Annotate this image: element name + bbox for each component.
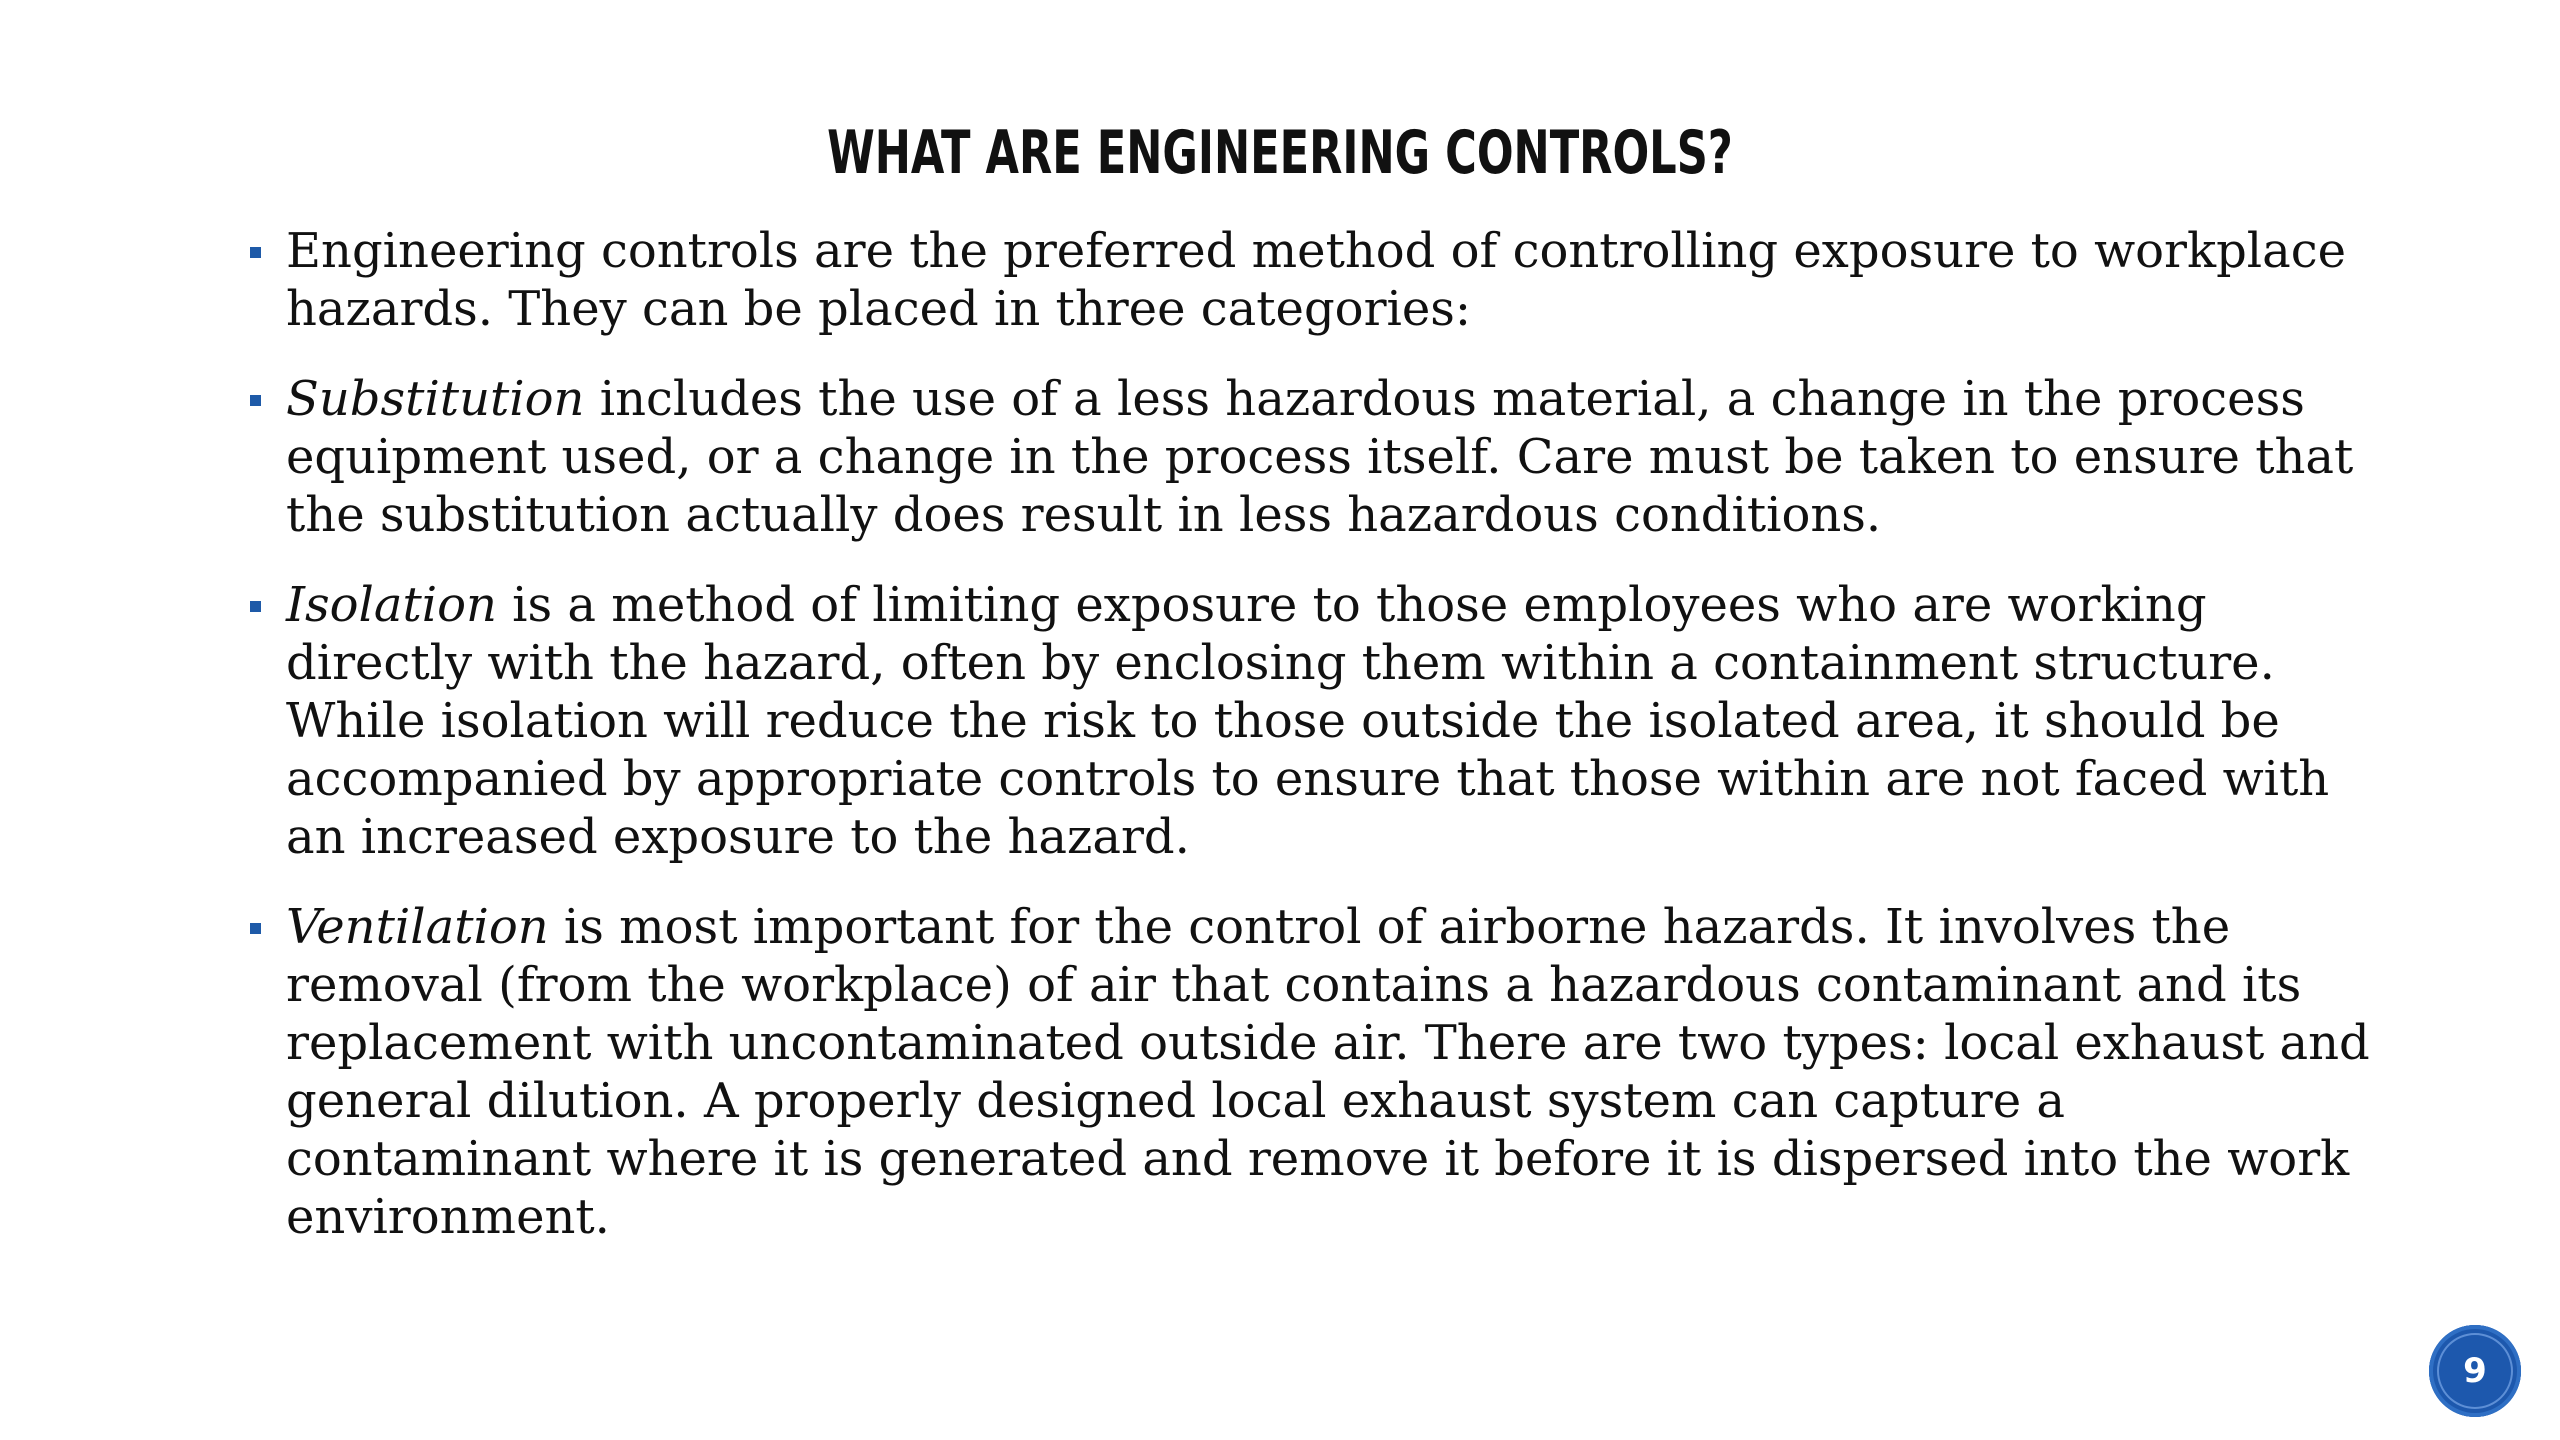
bullet-item: [240, 898, 2370, 1246]
bullet-text: is a method of limiting exposure to those employees who are working directly with the hazard, often by enclosing them within a containment structure. While isolation will reduce the risk to those outside the isolated area, it should be accompanied by appropriate controls to ensure that those within are not faced with an increased exposure to the hazard.: [286, 577, 2330, 865]
square-bullet-icon: [250, 601, 261, 612]
square-bullet-icon: [250, 247, 261, 258]
bullet-term: Substitution: [286, 371, 585, 427]
bullet-text: Engineering controls are the preferred method of controlling exposure to workplace hazards. They can be placed in three categories:: [286, 223, 2347, 337]
square-bullet-icon: [250, 923, 261, 934]
page-number: 9: [2463, 1351, 2487, 1391]
bullet-text: is most important for the control of airborne hazards. It involves the removal (from the workplace) of air that contains a hazardous contaminant and its replacement with uncontaminated outside air. There are two types: local exhaust and general dilution. A properly designed local exhaust system can capture a contaminant where it is generated and remove it before it is dispersed into the work environment.: [286, 899, 2370, 1245]
page-number-badge: [2429, 1325, 2521, 1417]
bullet-item: [240, 370, 2370, 544]
square-bullet-icon: [250, 395, 261, 406]
bullet-item: [240, 222, 2370, 338]
bullet-term: Ventilation: [286, 899, 549, 955]
bullet-list: [240, 222, 2370, 1278]
bullet-term: Isolation: [286, 577, 497, 633]
slide-title: WHAT ARE ENGINEERING CONTROLS?: [827, 118, 1733, 188]
bullet-item: [240, 576, 2370, 866]
bullet-text: includes the use of a less hazardous material, a change in the process equipment used, or a change in the process itself. Care must be taken to ensure that the substitution actually does result in less hazardous conditions.: [286, 371, 2354, 543]
